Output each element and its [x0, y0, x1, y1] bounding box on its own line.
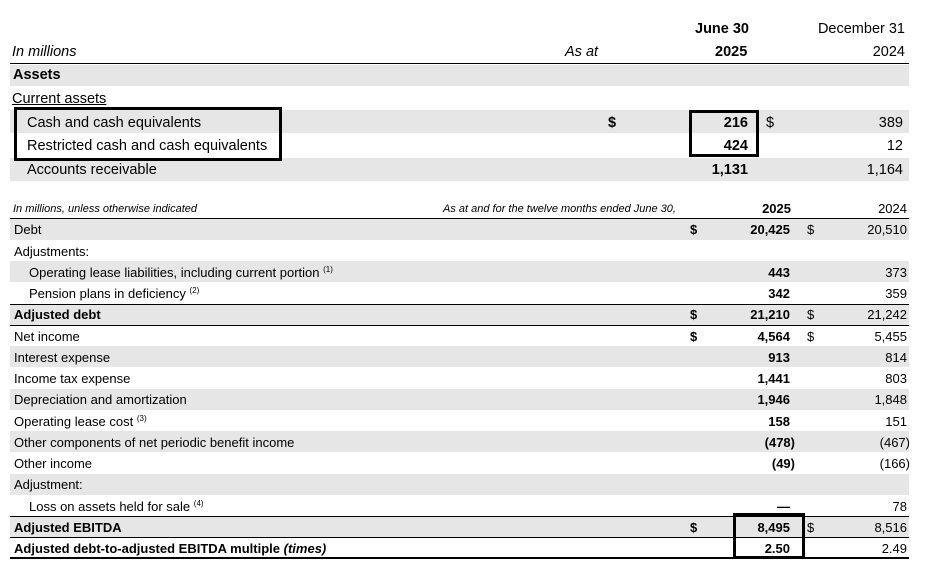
footnote-marker: (4) — [193, 499, 204, 508]
value-2025: 1,131 — [711, 162, 748, 178]
value-2025: 1,946 — [757, 392, 790, 407]
dollar-sign: $ — [690, 307, 698, 322]
value-2024: 389 — [878, 115, 903, 131]
value-2025: 216 — [723, 115, 748, 131]
value-2024: 1,848 — [874, 392, 907, 407]
dollar-sign: $ — [807, 307, 815, 322]
dollar-sign: $ — [807, 222, 815, 237]
value-2025: 424 — [723, 138, 748, 154]
value-2024: 1,164 — [866, 162, 903, 178]
row-label-suffix: (times) — [283, 541, 327, 556]
value-2025: 21,210 — [750, 307, 790, 322]
row-rule — [10, 304, 909, 305]
footnote-marker: (1) — [323, 265, 333, 274]
header-rule — [10, 63, 909, 64]
value-2025: 2.50 — [764, 541, 790, 556]
col2-header: 2024 — [878, 201, 907, 216]
value-2024: 5,455 — [874, 329, 907, 344]
value-2024: 359 — [885, 286, 907, 301]
value-2024: 2.49 — [881, 541, 907, 556]
row-band — [10, 65, 909, 86]
section-title: Assets — [13, 67, 61, 83]
row-band — [10, 474, 909, 495]
row-label: Cash and cash equivalents — [27, 115, 202, 131]
row-label: Net income — [14, 329, 80, 344]
value-2025: 4,564 — [757, 329, 790, 344]
highlight-box-ebitda — [733, 513, 805, 559]
row-label: Loss on assets held for sale $^{(4)}$ — [29, 499, 204, 514]
highlight-box-values — [689, 110, 759, 157]
dollar-sign: $ — [690, 520, 698, 535]
col1-header-line1: June 30 — [695, 21, 749, 37]
row-label: Depreciation and amortization — [14, 392, 187, 407]
value-2025: 158 — [768, 414, 790, 429]
value-2024: 814 — [885, 350, 907, 365]
row-label: Adjustment: — [14, 477, 83, 492]
row-label: Adjustments: — [14, 244, 90, 259]
col2-header-line1: December 31 — [817, 21, 905, 37]
value-2024: 78 — [892, 499, 907, 514]
dollar-sign: $ — [807, 520, 815, 535]
row-label: Adjusted EBITDA — [14, 520, 122, 535]
row-rule — [10, 325, 909, 326]
value-2025: 913 — [768, 350, 790, 365]
col1-header: 2025 — [762, 201, 791, 216]
value-2024: (467) — [879, 435, 910, 450]
value-2024: 12 — [886, 138, 903, 154]
value-2025: 342 — [768, 286, 790, 301]
row-label: Operating lease liabilities, including current portion $^{(1)}$ — [29, 265, 333, 280]
col1-header-line2: 2025 — [715, 44, 748, 60]
value-2025: (49) — [771, 456, 795, 471]
value-2025: — — [777, 499, 790, 514]
dollar-sign: $ — [690, 329, 698, 344]
footnote-marker: (3) — [136, 414, 147, 423]
dollar-sign: $ — [690, 222, 698, 237]
value-2025: 20,425 — [750, 222, 790, 237]
value-2024: 8,516 — [874, 520, 907, 535]
dollar-sign: $ — [807, 329, 815, 344]
dollar-sign: $ — [608, 115, 617, 131]
row-label: Pension plans in deficiency $^{(2)}$ — [29, 286, 200, 301]
row-label: Interest expense — [14, 350, 111, 365]
value-2024: 803 — [885, 371, 907, 386]
row-label: Restricted cash and cash equivalents — [27, 138, 268, 154]
value-2025: 1,441 — [757, 371, 790, 386]
row-label: Other components of net periodic benefit income — [14, 435, 295, 450]
units-label: In millions, unless otherwise indicated — [13, 203, 198, 215]
row-label: Income tax expense — [14, 371, 131, 386]
row-label: Other income — [14, 456, 93, 471]
subsection-title: Current assets — [12, 91, 107, 107]
period-label: As at and for the twelve months ended June 30, — [443, 203, 676, 215]
row-label: Debt — [14, 222, 42, 237]
value-2025: (478) — [764, 435, 795, 450]
value-2024: 21,242 — [867, 307, 907, 322]
row-label: Adjusted debt — [14, 307, 101, 322]
row-label: Accounts receivable — [27, 162, 157, 178]
value-2024: 20,510 — [867, 222, 907, 237]
row-label: Operating lease cost $^{(3)}$ — [14, 414, 147, 429]
col2-header-line2: 2024 — [872, 44, 905, 60]
units-label: In millions — [12, 44, 77, 60]
value-2025: 443 — [768, 265, 790, 280]
footnote-marker: (2) — [189, 286, 200, 295]
value-2024: 373 — [885, 265, 907, 280]
value-2024: 151 — [885, 414, 907, 429]
value-2025: 8,495 — [757, 520, 790, 535]
row-label: Adjusted debt-to-adjusted EBITDA multiple (times) — [14, 541, 327, 556]
highlight-box-labels — [14, 107, 282, 161]
as-at-label: As at — [565, 44, 599, 60]
value-2024: (166) — [879, 456, 910, 471]
dollar-sign: $ — [766, 115, 775, 131]
